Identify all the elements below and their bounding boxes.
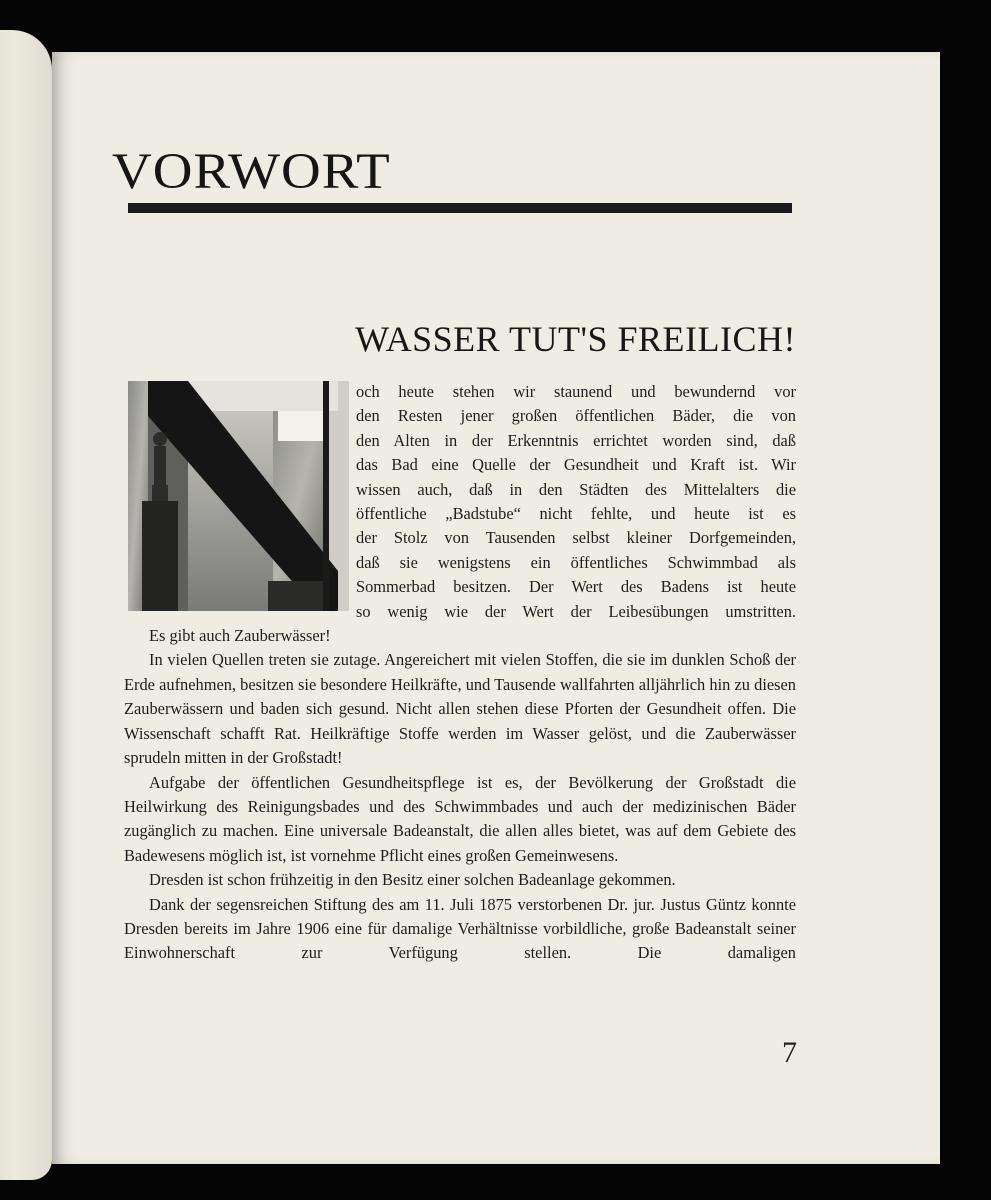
- paragraph: In vielen Quellen treten sie zutage. Angereichert mit vielen Stoffen, die sie im dunklen Schoß der Erde aufnehmen, besitzen sie besondere Heilkräfte, und Tausende wallfahrten alljährlich hin zu diesen Zauberwässern und baden sich gesund. Nicht allen stehen diese Pforten der Gesundheit offen. Die Wissenschaft schafft Rat. Heilkräftige Stoffe werden im Wasser gelöst, und die Zauberwässer sprudeln mitten in der Großstadt!: [124, 650, 796, 768]
- lead-line: och heute stehen wir staunend und bewundernd vor: [356, 382, 796, 401]
- left-page-edge: [0, 30, 52, 1180]
- paragraph: Aufgabe der öffentlichen Gesundheitspflege ist es, der Bevölkerung der Großstadt die Heilwirkung des Reinigungsbades und des Schwimmbades und auch der medizinischen Bäder zugänglich zu machen. Eine universale Badeanstalt, die allen alles bietet, was auf dem Gebiete des Badewesens möglich ist, ist vornehme Pflicht eines großen Gemeinwesens.: [124, 772, 796, 865]
- body-text: [124, 380, 796, 966]
- page-number: 7: [782, 1036, 797, 1069]
- paragraph: Dank der segensreichen Stiftung des am 11. Juli 1875 verstorbenen Dr. jur. Justus Güntz konnte Dresden bereits im Jahre 1906 eine für damalige Verhältnisse vorbildliche, große Badeanstalt seiner Einwohnerschaft zur Verfügung stellen. Die damaligen: [124, 894, 796, 963]
- lead-line: daß sie wenigstens ein öffentliches Schwimmbad als: [356, 552, 796, 572]
- lead-line: wissen auch, daß in den Städten des Mittelalters die: [356, 479, 796, 499]
- lead-line: das Bad eine Quelle der Gesundheit und Kraft ist. Wir: [356, 455, 796, 475]
- lead-line: den Resten jener großen öffentlichen Bäder, die von: [356, 406, 796, 426]
- lead-line: der Stolz von Tausenden selbst kleiner Dorfgemeinden,: [356, 528, 796, 548]
- page-heading: VORWORT: [112, 142, 391, 200]
- paragraph: Es gibt auch Zauberwässer!: [149, 626, 331, 646]
- heading-rule: [128, 203, 792, 213]
- lead-line: Sommerbad besitzen. Der Wert des Badens ist heute: [356, 577, 796, 597]
- lead-line: so wenig wie der Wert der Leibesübungen umstritten.: [356, 601, 796, 621]
- section-subheading: WASSER TUT'S FREILICH!: [355, 319, 796, 359]
- lead-line: den Alten in der Erkenntnis errichtet worden sind, daß: [356, 430, 796, 450]
- paragraph: Dresden ist schon frühzeitig in den Besitz einer solchen Badeanlage gekommen.: [149, 870, 676, 890]
- lead-line: öffentliche „Badstube“ nicht fehlte, und heute ist es: [356, 504, 796, 524]
